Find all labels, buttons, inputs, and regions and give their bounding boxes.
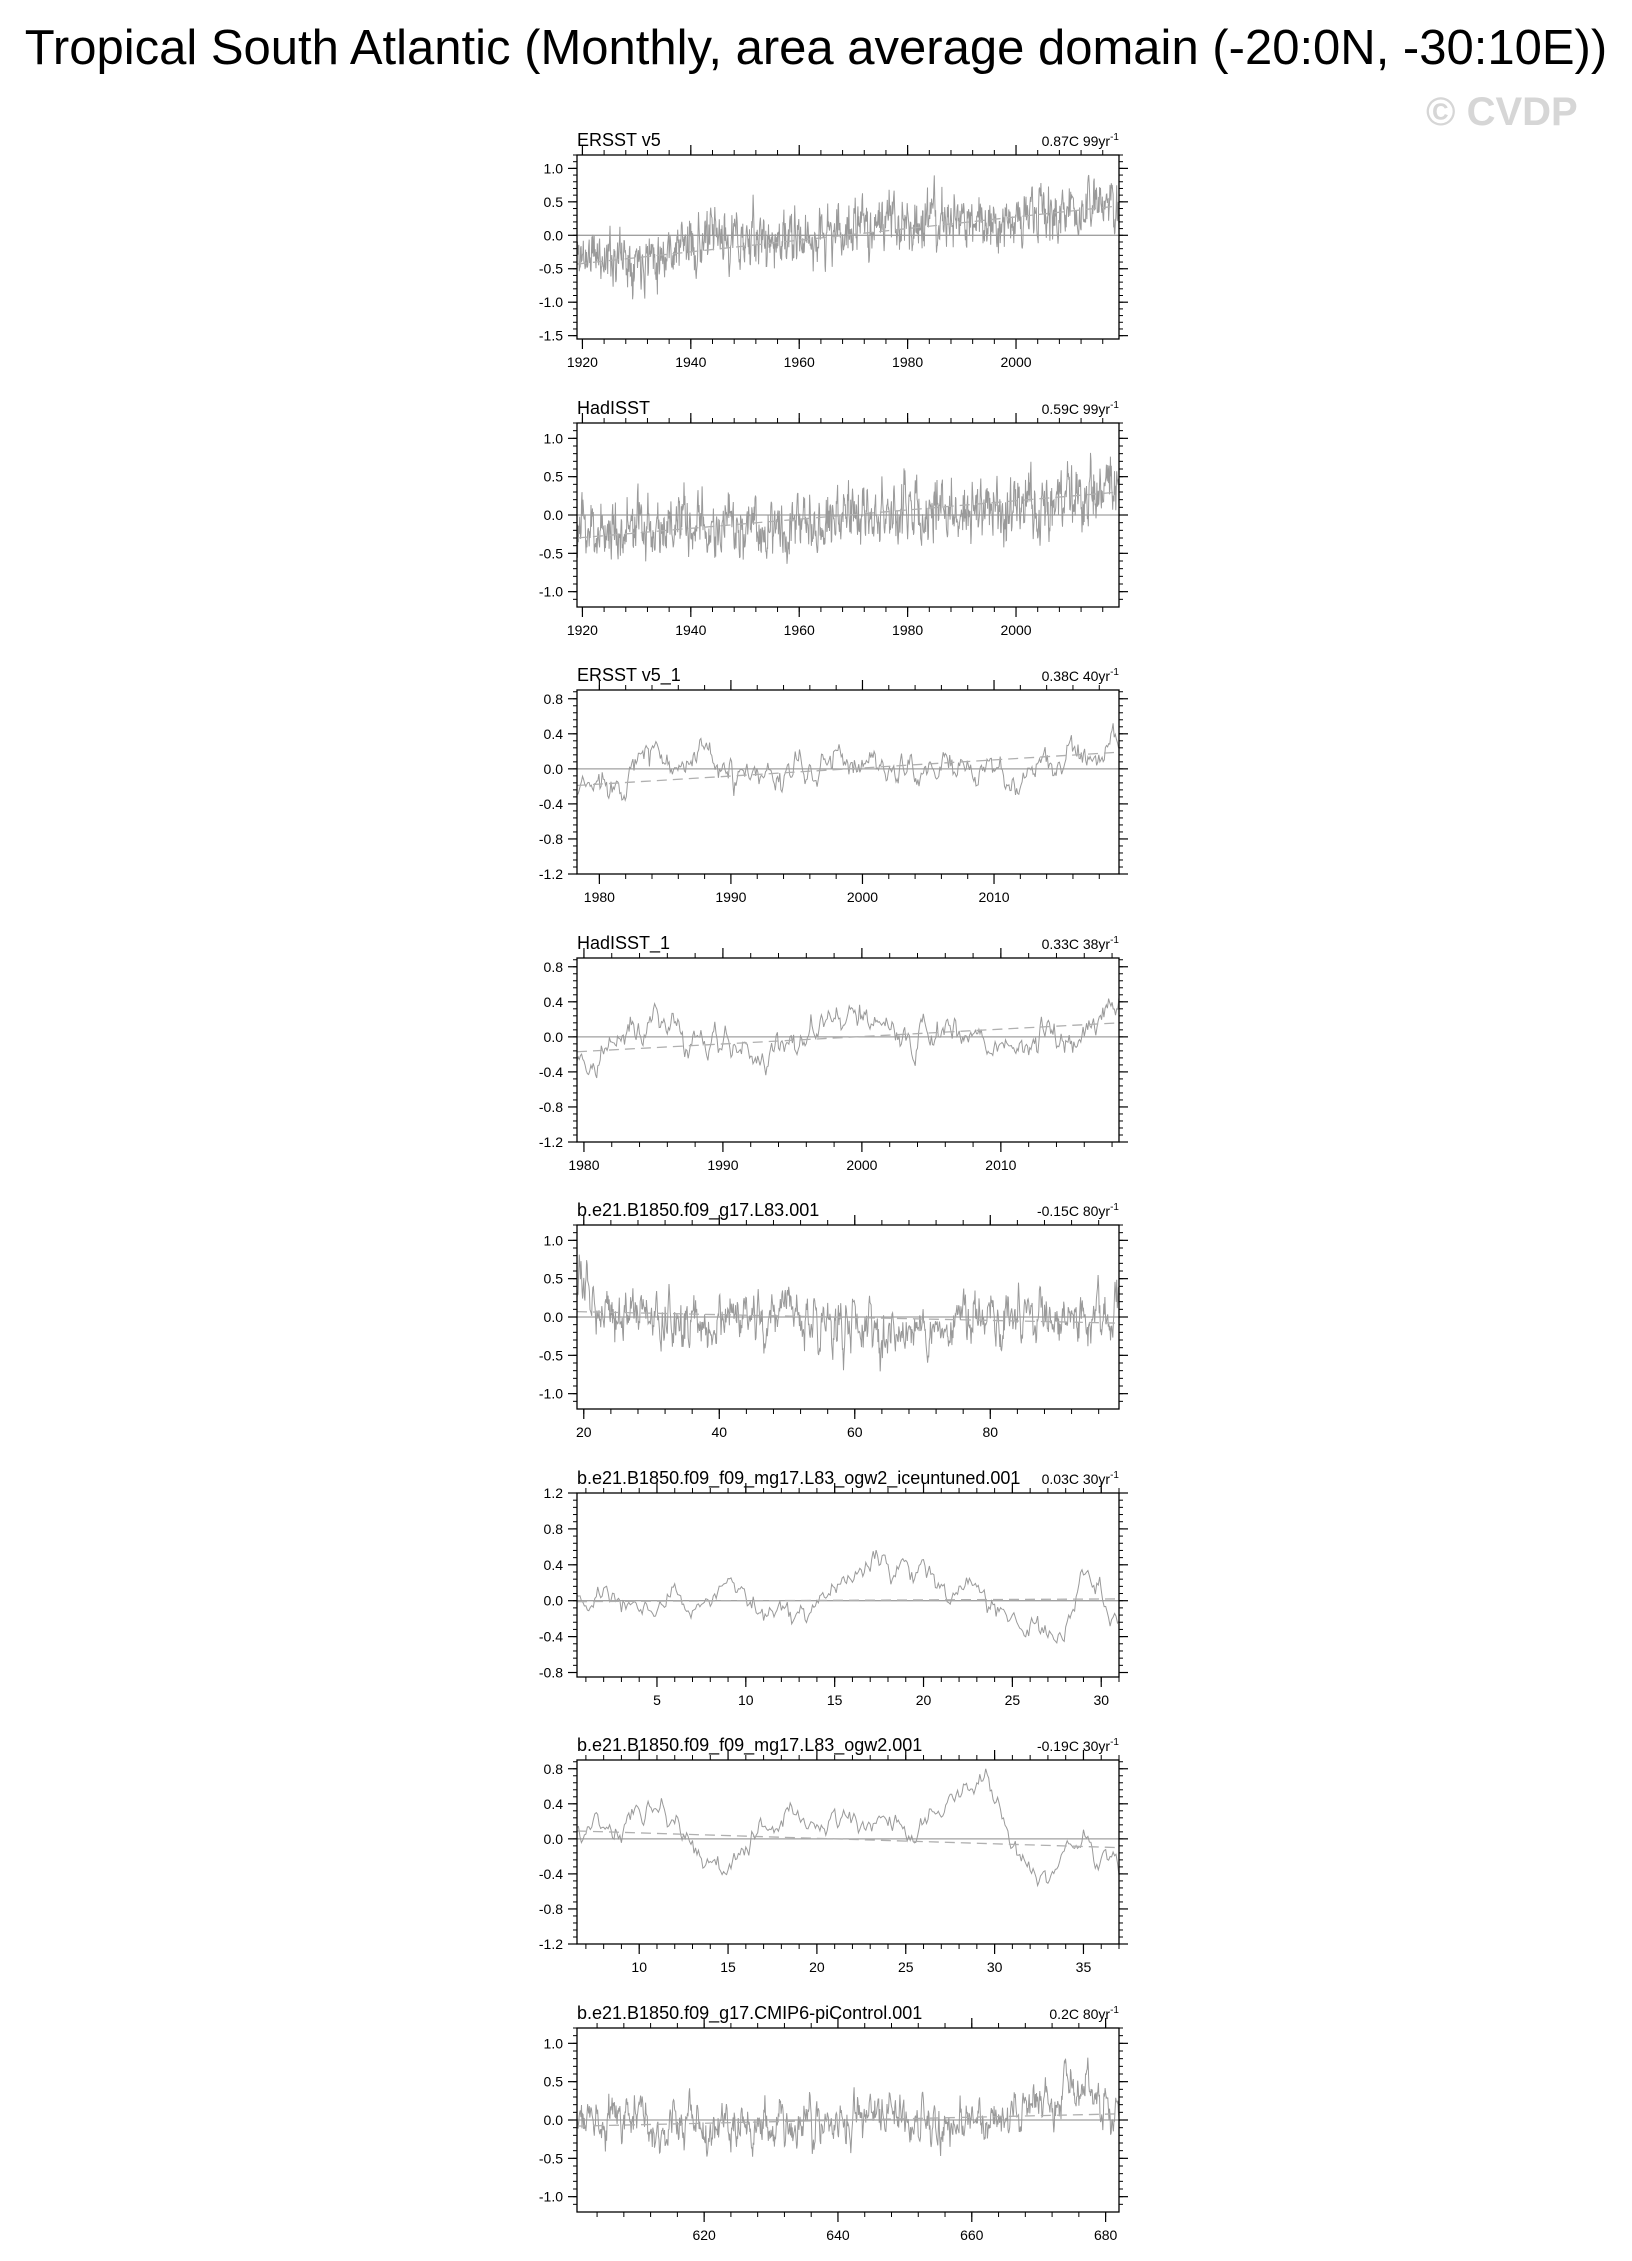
x-tick-label: 1940 [675,354,707,370]
trend-label: 0.2C $80yr^{-1}$ [1049,2005,1119,2022]
plot-frame [577,1493,1119,1677]
y-tick-label: -0.4 [538,795,563,812]
y-tick-label: -0.4 [538,1063,563,1080]
x-tick-label: 15 [720,1959,736,1975]
y-tick-label: -1.0 [538,1385,563,1402]
y-tick-label: 0.8 [543,1520,563,1537]
x-tick-label: 25 [1004,1692,1021,1708]
trend-label: -0.19C $30yr^{-1}$ [1036,1737,1119,1754]
y-tick-label: -0.5 [538,2150,563,2167]
x-tick-label: 60 [846,1424,863,1440]
y-tick-label: -1.0 [538,583,563,600]
y-tick-label: -1.2 [538,1134,563,1150]
y-tick-label: 0.4 [543,993,563,1010]
y-tick-label: -0.8 [538,1900,563,1917]
x-tick-label: 30 [1093,1692,1110,1708]
y-tick-label: 1.0 [543,430,563,447]
y-tick-label: 0.4 [543,1795,563,1812]
chart-panel-1 [539,130,1128,370]
y-tick-label: 0.8 [543,690,563,707]
y-tick-label: 0.5 [543,468,563,485]
data-series-line [577,2058,1119,2157]
x-tick-label: 10 [631,1959,647,1975]
panel-title: b.e21.B1850.f09_g17.L83.001 [577,1200,820,1220]
data-series-line [577,997,1119,1078]
chart-panel-5 [539,1200,1128,1440]
x-tick-label: 1990 [715,889,747,905]
y-tick-label: -0.5 [538,545,563,562]
x-tick-label: 1960 [783,622,815,638]
y-tick-label: 0.0 [543,1028,563,1045]
y-tick-label: 0.0 [543,2112,563,2128]
y-tick-label: 0.0 [543,507,563,523]
y-tick-label: 0.0 [543,760,563,777]
x-tick-label: 2000 [846,889,879,905]
x-tick-label: 640 [826,2227,850,2243]
y-tick-label: -1.2 [538,866,563,882]
x-tick-label: 1980 [892,622,924,638]
y-tick-label: 0.5 [543,2073,563,2090]
x-tick-label: 620 [692,2227,716,2243]
x-tick-label: 35 [1075,1959,1092,1975]
y-tick-label: -1.0 [538,294,563,311]
trend-label: 0.03C $30yr^{-1}$ [1041,1470,1119,1487]
x-tick-label: 2000 [1000,354,1032,370]
y-tick-label: 0.4 [543,1556,563,1573]
y-tick-label: 0.0 [543,1309,563,1325]
watermark: © CVDP [1426,90,1578,134]
panel-title: b.e21.B1850.f09_f09_mg17.L83_ogw2.001 [577,1735,923,1755]
x-tick-label: 1940 [675,622,707,638]
x-tick-label: 680 [1093,2227,1118,2243]
x-tick-label: 2010 [985,1157,1017,1173]
x-tick-label: 1980 [568,1157,600,1173]
y-tick-label: 0.4 [543,725,563,742]
x-tick-label: 2000 [1000,622,1032,638]
y-tick-label: 0.5 [543,1270,563,1287]
trend-label: 0.87C $99yr^{-1}$ [1041,132,1119,149]
panel-title: ERSST v5_1 [577,665,681,685]
x-tick-label: 1990 [707,1157,739,1173]
data-series-line [577,1550,1119,1643]
x-tick-label: 15 [826,1692,843,1708]
x-tick-label: 660 [960,2227,984,2243]
y-tick-label: 1.2 [543,1485,563,1501]
panel-title: ERSST v5 [577,130,661,150]
panel-title: b.e21.B1850.f09_g17.CMIP6-piControl.001 [577,2003,923,2023]
x-tick-label: 1980 [892,354,924,370]
chart-panel-4 [539,933,1128,1173]
x-tick-label: 1980 [583,889,615,905]
x-tick-label: 25 [897,1959,914,1975]
x-tick-label: 5 [653,1692,661,1708]
trend-label: 0.33C $38yr^{-1}$ [1041,935,1119,952]
chart-panel-3 [539,665,1128,905]
y-tick-label: -0.5 [538,260,563,277]
x-tick-label: 80 [982,1424,999,1440]
trend-label: 0.59C $99yr^{-1}$ [1041,400,1119,417]
y-tick-label: -0.4 [538,1628,563,1645]
x-tick-label: 1920 [566,622,598,638]
panel-title: b.e21.B1850.f09_f09_mg17.L83_ogw2_iceuntuned.001 [577,1468,1021,1488]
x-tick-label: 40 [711,1424,728,1440]
y-tick-label: -0.8 [538,1098,563,1115]
x-tick-label: 20 [809,1959,825,1975]
y-tick-label: 1.0 [543,160,563,177]
y-tick-label: 1.0 [543,1232,563,1249]
y-tick-label: 0.5 [543,193,563,210]
trend-label: -0.15C $80yr^{-1}$ [1036,1202,1119,1219]
y-tick-label: -1.0 [538,2188,563,2205]
trend-label: 0.38C $40yr^{-1}$ [1041,667,1119,684]
panel-title: HadISST [577,398,651,418]
y-tick-label: -0.8 [538,830,563,847]
x-tick-label: 1920 [566,354,598,370]
x-tick-label: 1960 [783,354,815,370]
chart-panel-8 [539,2003,1128,2243]
chart-panel-6 [539,1468,1128,1708]
panel-title: HadISST_1 [577,933,671,953]
y-tick-label: -1.5 [538,327,563,344]
x-tick-label: 20 [575,1424,592,1440]
data-series-line [577,723,1119,800]
y-tick-label: 0.8 [543,1760,563,1777]
chart-panel-2 [539,398,1128,638]
data-series-line [577,1769,1119,1886]
data-series-line [577,175,1119,299]
x-tick-label: 2010 [978,889,1010,905]
plot-frame [577,1760,1119,1944]
x-tick-label: 20 [915,1692,932,1708]
y-tick-label: -0.5 [538,1347,563,1364]
x-tick-label: 10 [738,1692,754,1708]
y-tick-label: -0.8 [538,1664,563,1681]
x-tick-label: 2000 [846,1157,878,1173]
x-tick-label: 30 [986,1959,1003,1975]
y-tick-label: 0.0 [543,1830,563,1847]
y-tick-label: 0.0 [543,1592,563,1609]
y-tick-label: 0.0 [543,227,563,244]
y-tick-label: 0.8 [543,958,563,975]
data-series-line [577,453,1119,564]
page-title: Tropical South Atlantic (Monthly, area average domain (-20:0N, -30:10E)) [24,21,1608,75]
plot-frame [577,690,1119,874]
y-tick-label: -1.2 [538,1936,563,1952]
chart-panel-7 [539,1735,1128,1975]
y-tick-label: -0.4 [538,1865,563,1882]
y-tick-label: 1.0 [543,2035,563,2052]
